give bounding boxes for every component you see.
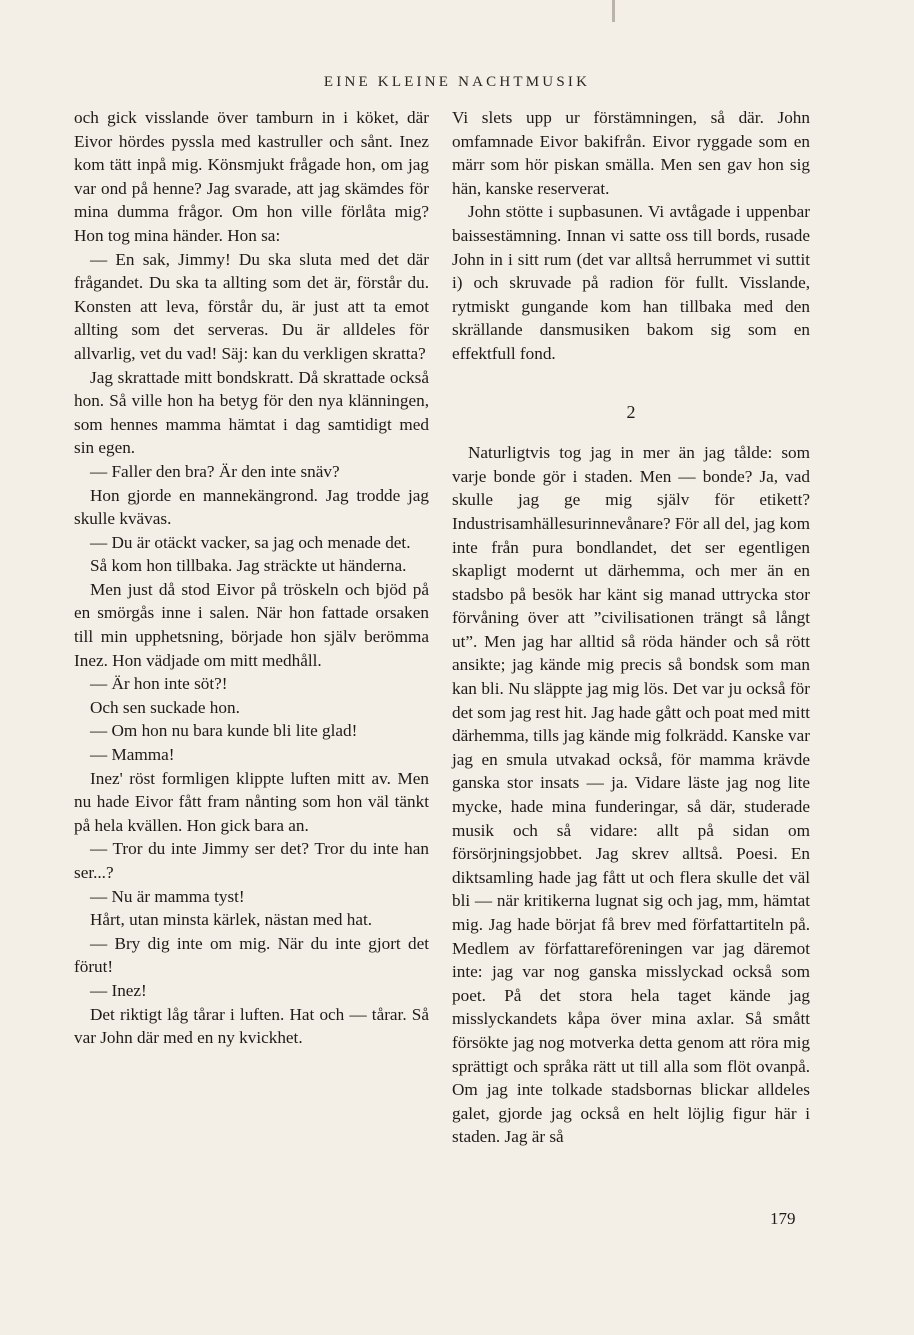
paragraph: Hon gjorde en mannekängrond. Jag trodde jag skulle kvävas. [74, 485, 429, 529]
scan-edge-mark [612, 0, 615, 22]
paragraph: — Om hon nu bara kunde bli lite glad! [90, 721, 358, 741]
paragraph: — Tror du inte Jimmy ser det? Tror du inte han ser...? [74, 839, 429, 882]
left-text-column [74, 106, 429, 1050]
paragraph: — Mamma! [90, 745, 175, 765]
page-number: 179 [770, 1209, 796, 1228]
paragraph: och gick visslande över tamburn in i köket, där Eivor hördes pyssla med kastruller och sånt. Inez kom tätt inpå mig. Könsmjukt frågade hon, om jag var ond på henne? Jag svarade, att jag skämdes för mina dumma frågor. Om hon ville förlåta mig? Hon tog mina händer. Hon sa: [74, 108, 429, 245]
paragraph: Jag skrattade mitt bondskratt. Då skrattade också hon. Så ville hon ha betyg för den nya klänningen, som hennes mamma hämtat i dag samtidigt med sin egen. [74, 367, 429, 458]
running-head: EINE KLEINE NACHTMUSIK [323, 74, 591, 90]
paragraph: — Är hon inte söt?! [90, 674, 228, 694]
section-number: 2 [626, 401, 636, 422]
paragraph: John stötte i supbasunen. Vi avtågade i uppenbar baissestämning. Innan vi satte oss till bords, rusade John in i sitt rum (det var alltså herrummet vi suttit i) och skruvade på radion för fullt. Visslande, rytmiskt gungande kom han tillbaka med den skrällande dansmusiken bakom sig som en effektfull fond. [452, 202, 810, 363]
paragraph: Inez' röst formligen klippte luften mitt av. Men nu hade Eivor fått fram nånting som hon väl tänkt på hela kvällen. Hon gick bara an. [74, 768, 429, 835]
paragraph: — Du är otäckt vacker, sa jag och menade det. [90, 532, 411, 552]
paragraph: Vi slets upp ur förstämningen, så där. John omfamnade Eivor bakifrån. Eivor ryggade som en märr som hör piskan smälla. Men sen gav hon sig hän, kanske reserverat. [452, 108, 810, 198]
paragraph: Och sen suckade hon. [90, 697, 240, 717]
paragraph: Det riktigt låg tårar i luften. Hat och — tårar. Så var John där med en ny kvickhet. [74, 1004, 429, 1048]
paragraph: — Nu är mamma tyst! [90, 886, 245, 906]
paragraph: — En sak, Jimmy! Du ska sluta med det där frågandet. Du ska ta allting som det är, förstår du. Konsten att leva, förstår du, är just att ta emot allting som det serveras. Du är alldeles för allvarlig, vet du vad! Säj: kan du verkligen skratta? [74, 249, 429, 363]
paragraph: Naturligtvis tog jag in mer än jag tålde: som varje bonde gör i staden. Men — bonde? Ja, vad skulle jag ge mig själv för etikett? Industrisamhällesurinnevånare? För all del, jag kom inte från pura bondlandet, det ser egentligen skapligt modernt ut därhemma, och mer än en stadsbo på besök har känt sig manad uttrycka stor förvåning över att ”civilisationen trängt så långt ut”. Men jag har alltid så röda händer och så rött ansikte; jag kände mig precis så bondsk som man kan bli. Nu släppte jag mig lös. Det var ju också för det som jag rest hit. Jag hade gått och poat med mitt därhemma, tills jag kände mig folkrädd. Kanske var jag en smula utvakad också, för mamma krävde ganska stor insats — ja. Vidare läste jag nog lite mycke, hade mina funderingar, så där, studerade musik och så vidare: allt på sidan om försörjningsjobbet. Jag skrev alltså. Poesi. En diktsamling hade jag fått ut och flera skulle det väl bli — när kritikerna lugnat sig och jag, mm, hämtat mig. Jag hade börjat få brev med författartiteln på. Medlem av författareföreningen var jag däremot inte: jag var nog ganska misslyckad också som poet. På det stora hela taget kände jag misslyckandets kåpa över mina axlar. Så smått försökte jag nog motverka detta genom att röra mig sprättigt och språka rätt ut till alla som flöt ovanpå. Om jag inte tolkade stadsbornas blickar alldeles galet, gjorde jag också en helt löjlig figur här i staden. Jag är så [452, 443, 810, 1147]
paragraph: — Bry dig inte om mig. När du inte gjort det förut! [74, 933, 429, 977]
paragraph: Så kom hon tillbaka. Jag sträckte ut händerna. [90, 556, 407, 576]
right-text-column [452, 106, 810, 1149]
paragraph: — Inez! [90, 980, 147, 1000]
paragraph: Men just då stod Eivor på tröskeln och bjöd på en smörgås inne i salen. När hon fattade orsaken till min upphetsning, började hon själv berömma Inez. Hon vädjade om mitt medhåll. [74, 579, 429, 670]
paragraph: Hårt, utan minsta kärlek, nästan med hat. [90, 910, 373, 930]
paragraph: — Faller den bra? Är den inte snäv? [90, 461, 340, 481]
